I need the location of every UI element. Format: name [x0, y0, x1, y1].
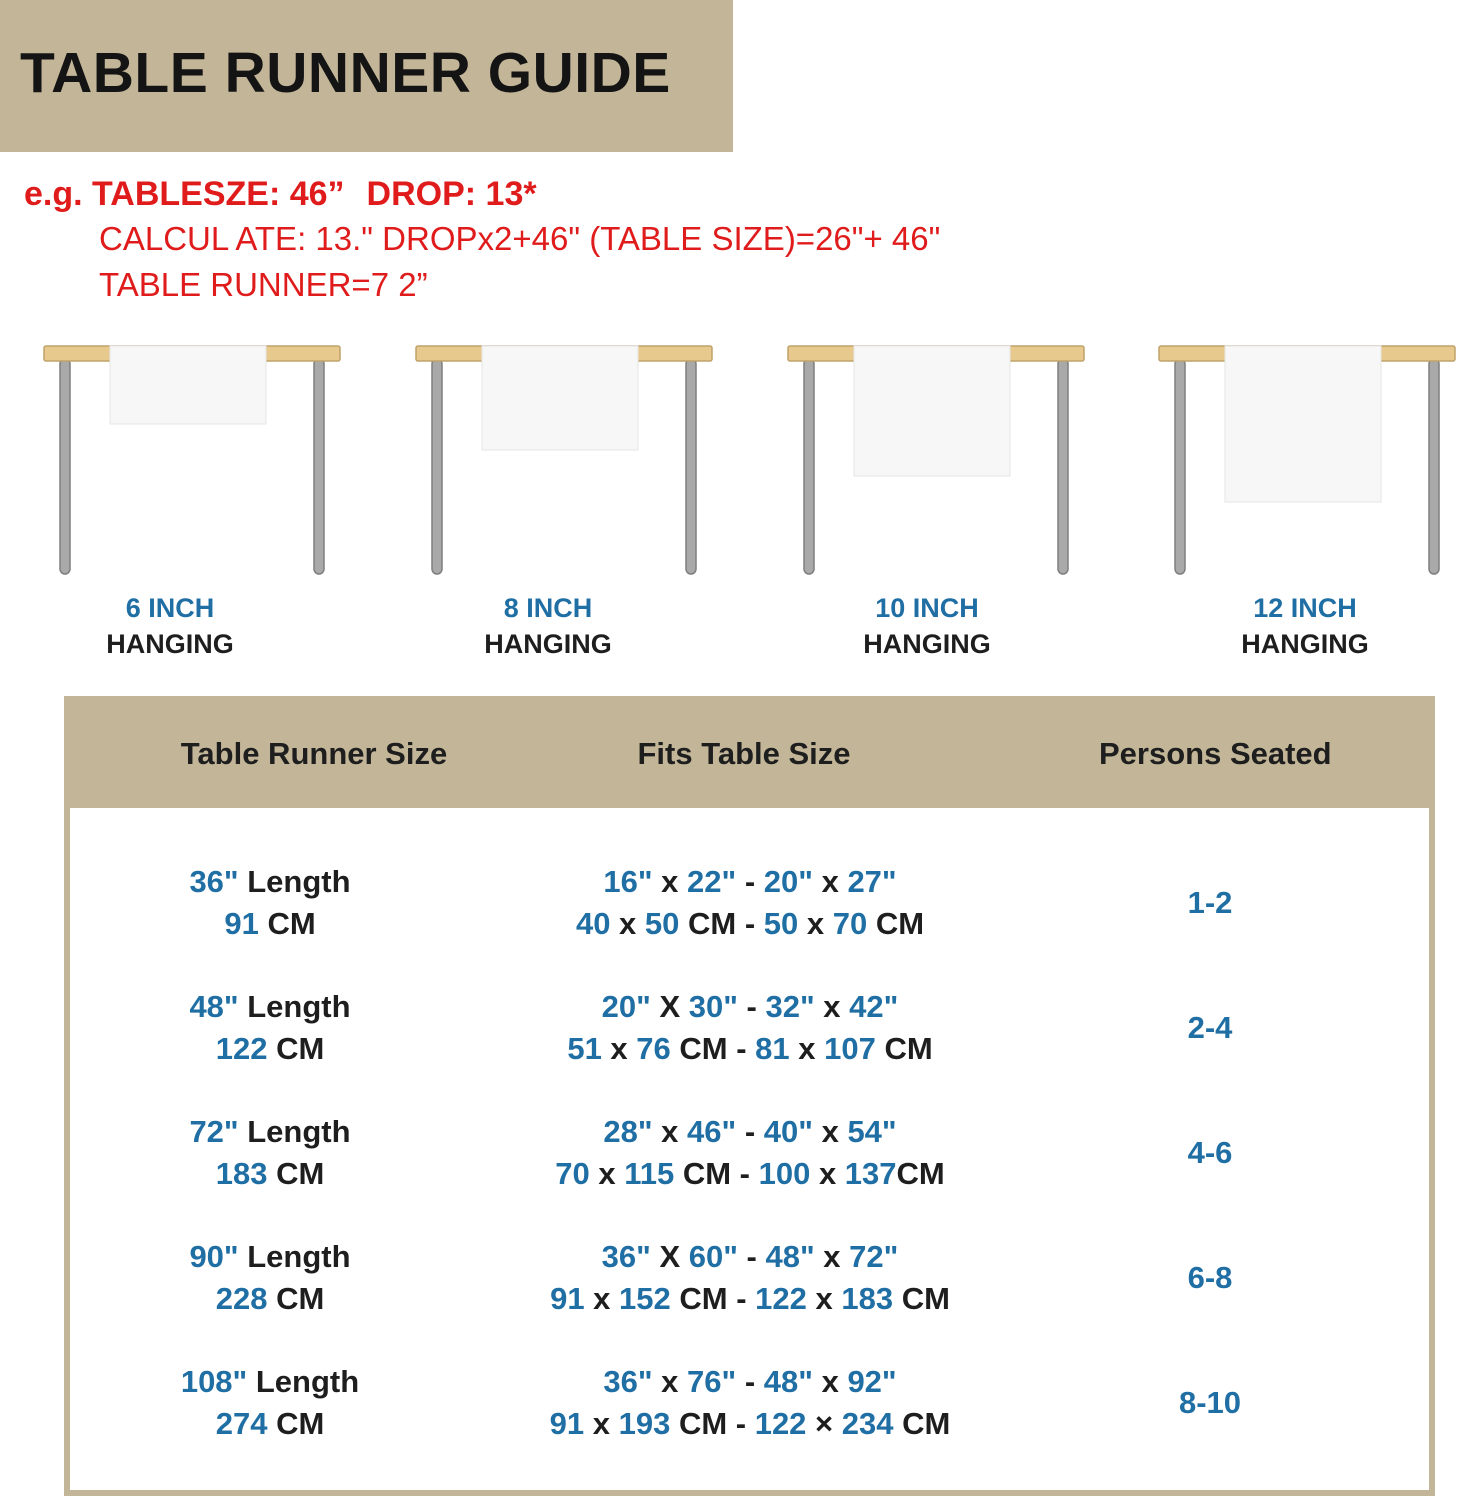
cm-c: 100: [758, 1156, 811, 1191]
hanging-word: HANGING: [863, 629, 991, 659]
cm-unit-end: CM: [896, 1156, 945, 1191]
cm-unit-end: CM: [875, 1031, 933, 1066]
inch-dash: -: [737, 989, 766, 1024]
inch-x2: x: [814, 1239, 850, 1274]
cm-c: 122: [755, 1281, 807, 1316]
table-leg-right: [314, 359, 324, 574]
length-inches: 90": [189, 1239, 239, 1274]
cm-x2: x: [810, 1156, 845, 1191]
table-leg-right: [1058, 359, 1068, 574]
length-cm: 122: [215, 1031, 268, 1066]
cm-x1: x: [584, 1406, 619, 1441]
inch-a: 36": [601, 1239, 651, 1274]
inch-x1: x: [652, 1364, 688, 1399]
length-inches: 48": [189, 989, 239, 1024]
example-drop: DROP: 13*: [366, 175, 537, 213]
runner-size-cell: [70, 986, 470, 1070]
inch-dash: -: [736, 1364, 764, 1399]
cm-d: 137: [844, 1156, 897, 1191]
hanging-label-12: [1155, 590, 1455, 662]
cm-unit-dash: CM -: [670, 1406, 755, 1441]
length-cm: 228: [215, 1281, 268, 1316]
table-leg-left: [1175, 359, 1185, 574]
cm-c: 122: [754, 1406, 807, 1441]
cm-b: 193: [618, 1406, 671, 1441]
cm-unit-dash: CM -: [670, 1031, 756, 1066]
inch-b: 76": [687, 1364, 737, 1399]
length-cm: 183: [215, 1156, 268, 1191]
title-banner: [0, 0, 733, 152]
length-word: Length: [238, 864, 351, 899]
cm-b: 76: [636, 1031, 671, 1066]
inch-b: 46": [687, 1114, 737, 1149]
runner-size-cell: [70, 1361, 470, 1445]
length-inches: 36": [189, 864, 239, 899]
hanging-size: 10 INCH: [875, 593, 979, 623]
hanging-size: 6 INCH: [125, 593, 215, 623]
length-word: Length: [238, 1114, 351, 1149]
hanging-label-6: [20, 590, 320, 662]
table-runner-drop: [482, 346, 638, 450]
fits-table-size-cell: [490, 861, 1010, 945]
runner-size-cell: [70, 1236, 470, 1320]
cm-unit-end: CM: [867, 906, 925, 941]
inch-x1: x: [652, 1114, 688, 1149]
cm-unit-dash: CM -: [674, 1156, 759, 1191]
table-row: [70, 986, 1429, 1086]
inch-c: 32": [765, 989, 815, 1024]
inch-x1: X: [650, 989, 689, 1024]
inch-a: 28": [603, 1114, 653, 1149]
inch-x2: x: [812, 1364, 848, 1399]
cm-unit: CM: [258, 906, 316, 941]
cm-a: 51: [567, 1031, 602, 1066]
header-persons-seated: Persons Seated: [1099, 736, 1332, 771]
cm-b: 152: [619, 1281, 671, 1316]
length-inches: 72": [189, 1114, 239, 1149]
cm-d: 183: [841, 1281, 894, 1316]
cm-x2: x: [789, 1031, 825, 1066]
table-row: [70, 1236, 1429, 1336]
inch-a: 16": [603, 864, 653, 899]
cm-d: 70: [832, 906, 868, 941]
table-leg-right: [1429, 359, 1439, 574]
cm-a: 91: [549, 1406, 585, 1441]
runner-size-cell: [70, 1111, 470, 1195]
hanging-label-8: [398, 590, 698, 662]
table-leg-left: [432, 359, 442, 574]
hanging-diagram-svg: [0, 340, 1457, 580]
persons-seated-cell: 6-8: [1187, 1260, 1233, 1295]
table-row: [70, 1361, 1429, 1461]
inch-x1: x: [652, 864, 688, 899]
cm-x2: x: [806, 1281, 842, 1316]
inch-b: 60": [688, 1239, 738, 1274]
fits-table-size-cell: [490, 1111, 1010, 1195]
cm-unit: CM: [267, 1281, 325, 1316]
cm-x1: x: [601, 1031, 637, 1066]
inch-x1: X: [650, 1239, 689, 1274]
fits-table-size-cell: [490, 1236, 1010, 1320]
cm-x2: x: [798, 906, 833, 941]
cm-x1: x: [584, 1281, 620, 1316]
table-row: [70, 1111, 1429, 1211]
hanging-word: HANGING: [484, 629, 612, 659]
example-table-size: e.g. TABLESZE: 46”: [24, 175, 345, 213]
example-calculation: [24, 172, 940, 308]
cm-x1: x: [610, 906, 645, 941]
persons-seated-cell: 2-4: [1187, 1010, 1233, 1045]
inch-d: 92": [847, 1364, 897, 1399]
length-inches: 108": [180, 1364, 248, 1399]
cm-unit-end: CM: [893, 1281, 950, 1316]
cm-a: 40: [575, 906, 611, 941]
persons-seated-cell: 8-10: [1178, 1385, 1242, 1420]
length-word: Length: [238, 1239, 351, 1274]
length-cm: 91: [224, 906, 259, 941]
inch-c: 48": [765, 1239, 815, 1274]
cm-unit: CM: [267, 1031, 325, 1066]
inch-d: 72": [849, 1239, 899, 1274]
table-runner-drop: [1225, 346, 1381, 502]
inch-b: 22": [687, 864, 737, 899]
page-title: TABLE RUNNER GUIDE: [20, 41, 671, 105]
cm-b: 50: [644, 906, 680, 941]
example-line-1: [24, 172, 940, 216]
fits-table-size-cell: [490, 986, 1010, 1070]
inch-a: 20": [601, 989, 651, 1024]
hanging-word: HANGING: [106, 629, 234, 659]
table-leg-right: [686, 359, 696, 574]
inch-c: 48": [763, 1364, 813, 1399]
cm-a: 91: [550, 1281, 585, 1316]
table-leg-left: [804, 359, 814, 574]
persons-seated-cell: 4-6: [1187, 1135, 1233, 1170]
size-guide-table: [64, 696, 1435, 1496]
cm-c: 81: [755, 1031, 790, 1066]
inch-dash: -: [736, 1114, 764, 1149]
hanging-size: 12 INCH: [1253, 593, 1357, 623]
header-runner-size: Table Runner Size: [180, 736, 448, 771]
inch-c: 20": [763, 864, 813, 899]
table-header: [64, 696, 1435, 808]
cm-x2: ×: [806, 1406, 842, 1441]
cm-b: 115: [624, 1156, 675, 1191]
cm-unit-dash: CM -: [670, 1281, 756, 1316]
length-cm: 274: [215, 1406, 268, 1441]
cm-a: 70: [555, 1156, 590, 1191]
inch-d: 54": [847, 1114, 897, 1149]
example-line-3: TABLE RUNNER=7 2”: [99, 266, 428, 303]
cm-unit-dash: CM -: [679, 906, 764, 941]
inch-d: 42": [849, 989, 899, 1024]
inch-x2: x: [812, 864, 848, 899]
inch-x2: x: [814, 989, 850, 1024]
hanging-size: 8 INCH: [503, 593, 593, 623]
runner-size-cell: [70, 861, 470, 945]
table-row: [70, 861, 1429, 961]
cm-unit: CM: [267, 1156, 325, 1191]
inch-dash: -: [737, 1239, 766, 1274]
inch-a: 36": [603, 1364, 653, 1399]
hanging-word: HANGING: [1241, 629, 1369, 659]
inch-c: 40": [763, 1114, 813, 1149]
table-runner-drop: [854, 346, 1010, 476]
cm-c: 50: [763, 906, 799, 941]
example-line-2: CALCUL ATE: 13." DROPx2+46" (TABLE SIZE)=26"+ 46": [99, 220, 941, 257]
hanging-label-10: [777, 590, 1077, 662]
length-word: Length: [247, 1364, 360, 1399]
cm-unit-end: CM: [893, 1406, 951, 1441]
header-fits-table-size: Fits Table Size: [637, 736, 851, 771]
inch-dash: -: [736, 864, 764, 899]
cm-unit: CM: [267, 1406, 325, 1441]
cm-x1: x: [589, 1156, 625, 1191]
hanging-diagrams: [0, 340, 1457, 580]
table-runner-drop: [110, 346, 266, 424]
length-word: Length: [238, 989, 351, 1024]
table-leg-left: [60, 359, 70, 574]
inch-d: 27": [847, 864, 897, 899]
inch-b: 30": [688, 989, 738, 1024]
cm-d: 234: [841, 1406, 894, 1441]
persons-seated-cell: 1-2: [1187, 885, 1233, 920]
fits-table-size-cell: [490, 1361, 1010, 1445]
inch-x2: x: [812, 1114, 848, 1149]
cm-d: 107: [824, 1031, 876, 1066]
